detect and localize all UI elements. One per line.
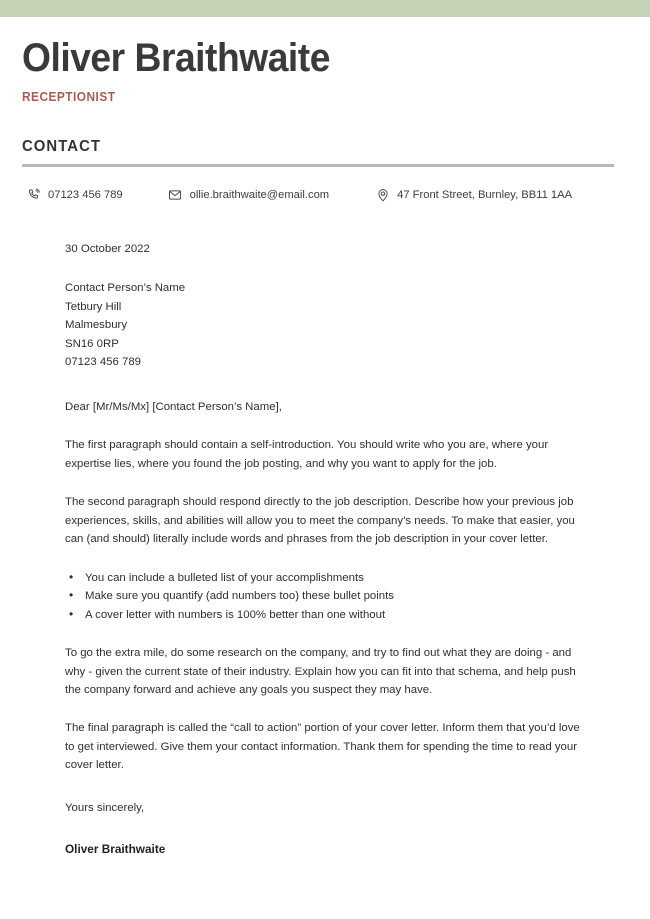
document-header — [0, 17, 650, 202]
recipient-address-block — [65, 279, 590, 371]
location-pin-icon — [375, 187, 390, 202]
recipient-line: Contact Person’s Name — [65, 282, 186, 295]
envelope-icon — [168, 187, 183, 202]
signature-name: Oliver Braithwaite — [65, 842, 166, 857]
job-title: RECEPTIONIST — [22, 90, 116, 104]
contact-section-heading: CONTACT — [22, 138, 102, 155]
closing-line: Yours sincerely, — [65, 801, 145, 814]
section-divider — [22, 164, 614, 167]
salutation: Dear [Mr/Ms/Mx] [Contact Person’s Name], — [65, 400, 282, 413]
contact-address-value: 47 Front Street, Burnley, BB11 1AA — [397, 188, 573, 201]
list-item: • A cover letter with numbers is 100% better than one without — [65, 606, 590, 624]
contact-address[interactable] — [375, 187, 572, 202]
letter-date: 30 October 2022 — [65, 243, 150, 255]
letter-paragraph: The second paragraph should respond directly to the job description. Describe how your previous job experiences, skills, and abilities will allow you to meet the company’s needs. To make that easier, you can (and should) literally include words and phrases from the job description in your cover letter. — [65, 496, 575, 546]
recipient-line: Malmesbury — [65, 319, 128, 332]
list-item: • You can include a bulleted list of your accomplishments — [65, 569, 590, 587]
letter-paragraph: To go the extra mile, do some research on the company, and try to find out what they are doing - and why - given the current state of their industry. Explain how you can fit into that schema, and help push the company forward and achieve any goals you suspect they may have. — [65, 647, 576, 696]
page-title: Oliver Braithwaite — [22, 36, 330, 80]
recipient-line: Tetbury Hill — [65, 300, 122, 313]
letter-paragraph: The first paragraph should contain a self-introduction. You should write who you are, where your expertise lies, where you found the job posting, and why you want to apply for the job. — [65, 439, 549, 470]
phone-icon — [26, 187, 41, 202]
letter-paragraph: The final paragraph is called the “call to action” portion of your cover letter. Inform them that you’d love to get interviewed. Give them your contact information. Thank them for spending the time to read your cover letter. — [65, 722, 580, 772]
recipient-line: SN16 0RP — [65, 337, 119, 350]
accomplishments-list — [65, 569, 590, 624]
top-accent-bar — [0, 0, 650, 17]
contact-email[interactable] — [168, 187, 329, 202]
letter-body — [0, 240, 650, 859]
contact-phone[interactable] — [26, 187, 123, 202]
list-item: • Make sure you quantify (add numbers too) these bullet points — [65, 587, 590, 605]
contact-email-value: ollie.braithwaite@email.com — [189, 188, 330, 201]
recipient-line: 07123 456 789 — [65, 356, 142, 369]
contact-row — [22, 187, 632, 202]
contact-phone-value: 07123 456 789 — [48, 188, 123, 201]
